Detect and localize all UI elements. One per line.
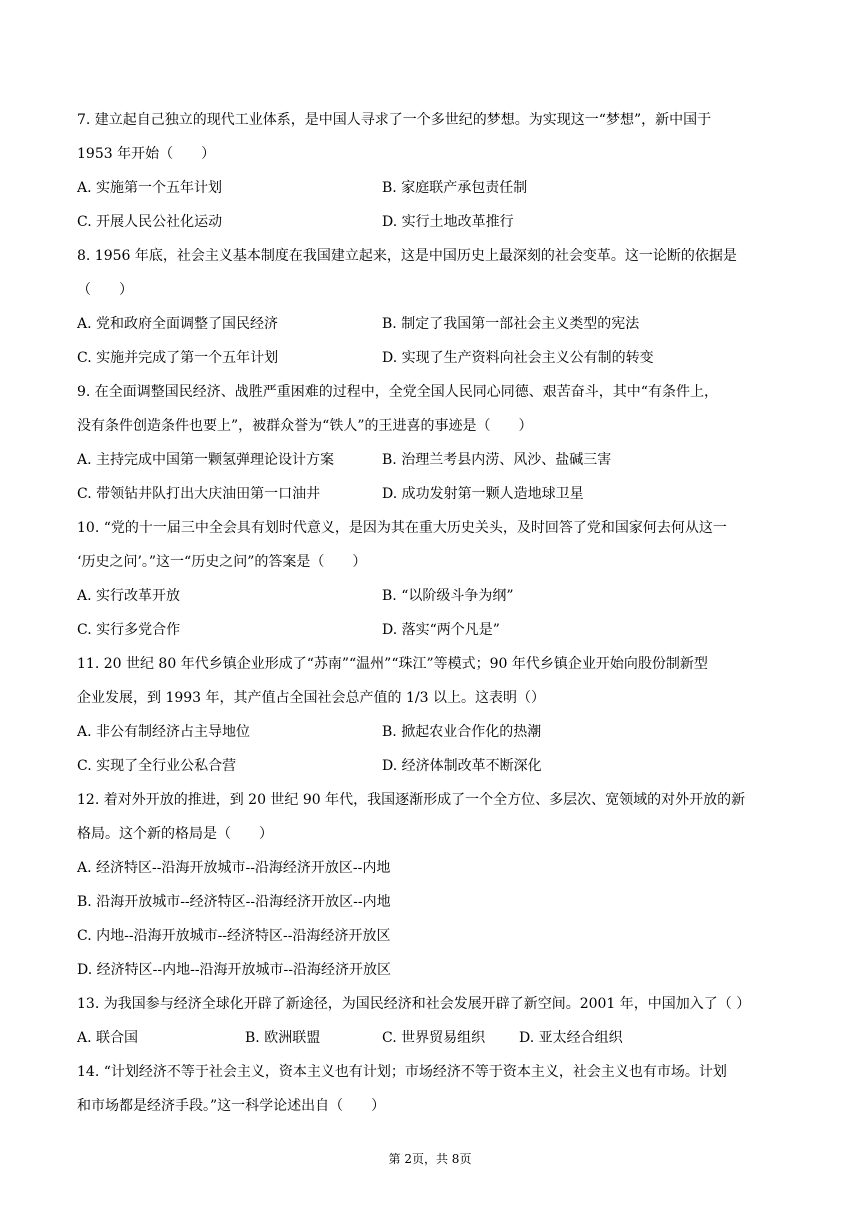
question-13-stem-line-1: 13. 为我国参与经济全球化开辟了新途径，为国民经济和社会发展开辟了新空间。2001 年，中国加入了（ ） [77, 996, 751, 1012]
question-12-stem-line-1: 12. 着对外开放的推进，到 20 世纪 90 年代，我国逐渐形成了一个全方位、多层次、宽领域的对外开放的新 [77, 792, 746, 808]
question-8-option-a: A. 党和政府全面调整了国民经济 [77, 316, 279, 332]
question-7-option-a: A. 实施第一个五年计划 [77, 180, 223, 196]
page-number-footer: 第 2页，共 8页 [388, 1152, 472, 1166]
question-8-option-b: B. 制定了我国第一部社会主义类型的宪法 [382, 316, 640, 332]
question-9-option-b: B. 治理兰考县内涝、风沙、盐碱三害 [382, 452, 612, 468]
question-11-stem-line-2: 企业发展，到 1993 年，其产值占全国社会总产值的 1/3 以上。这表明（） [77, 690, 545, 706]
question-8-stem-line-2: （ ） [77, 282, 133, 298]
question-11-option-a: A. 非公有制经济占主导地位 [77, 724, 251, 740]
question-7-stem-line-2: 1953 年开始（ ） [77, 146, 216, 162]
question-11-option-c: C. 实现了全行业公私合营 [77, 758, 237, 774]
question-10-option-a: A. 实行改革开放 [77, 588, 181, 604]
question-9-option-a: A. 主持完成中国第一颗氢弹理论设计方案 [77, 452, 335, 468]
question-12-option-d: D. 经济特区--内地--沿海开放城市--沿海经济开放区 [77, 962, 392, 978]
question-7-stem-line-1: 7. 建立起自己独立的现代工业体系，是中国人寻求了一个多世纪的梦想。为实现这一“梦想”，新中国于 [77, 112, 712, 128]
question-13-option-b: B. 欧洲联盟 [245, 1030, 321, 1046]
question-11-option-b: B. 掀起农业合作化的热潮 [382, 724, 542, 740]
question-12-option-a: A. 经济特区--沿海开放城市--沿海经济开放区--内地 [77, 860, 391, 876]
question-10-option-d: D. 落实“两个凡是” [382, 622, 500, 638]
question-9-option-c: C. 带领钻井队打出大庆油田第一口油井 [77, 486, 321, 502]
question-10-option-b: B. “以阶级斗争为纲” [382, 588, 514, 604]
question-7-option-c: C. 开展人民公社化运动 [77, 214, 223, 230]
question-9-stem-line-1: 9. 在全面调整国民经济、战胜严重困难的过程中，全党全国人民同心同德、艰苦奋斗，其中“有条件上， [77, 384, 718, 400]
question-8-option-d: D. 实现了生产资料向社会主义公有制的转变 [382, 350, 654, 366]
question-13-option-d: D. 亚太经合组织 [519, 1030, 623, 1046]
question-12-option-b: B. 沿海开放城市--经济特区--沿海经济开放区--内地 [77, 894, 391, 910]
question-7-option-b: B. 家庭联产承包责任制 [382, 180, 528, 196]
question-10-stem-line-1: 10. “党的十一届三中全会具有划时代意义，是因为其在重大历史关头，及时回答了党和国家何去何从这一 [77, 520, 727, 536]
question-14-stem-line-1: 14. “计划经济不等于社会主义，资本主义也有计划；市场经济不等于资本主义，社会主义也有市场。计划 [77, 1064, 727, 1080]
question-9-stem-line-2: 没有条件创造条件也要上”，被群众誉为“铁人”的王进喜的事迹是（ ） [77, 418, 533, 434]
question-10-stem-line-2: ‘历史之问’。”这一“历史之问”的答案是（ ） [77, 554, 367, 570]
question-12-option-c: C. 内地--沿海开放城市--经济特区--沿海经济开放区 [77, 928, 391, 944]
question-13-option-c: C. 世界贸易组织 [382, 1030, 486, 1046]
question-8-stem-line-1: 8. 1956 年底，社会主义基本制度在我国建立起来，这是中国历史上最深刻的社会变革。这一论断的依据是 [77, 248, 737, 264]
question-9-option-d: D. 成功发射第一颗人造地球卫星 [382, 486, 584, 502]
question-8-option-c: C. 实施并完成了第一个五年计划 [77, 350, 279, 366]
question-12-stem-line-2: 格局。这个新的格局是（ ） [77, 826, 273, 842]
question-11-option-d: D. 经济体制改革不断深化 [382, 758, 542, 774]
question-11-stem-line-1: 11. 20 世纪 80 年代乡镇企业形成了“苏南”“温州”“珠江”等模式；90 年代乡镇企业开始向股份制新型 [77, 656, 708, 672]
question-7-option-d: D. 实行土地改革推行 [382, 214, 514, 230]
question-10-option-c: C. 实行多党合作 [77, 622, 181, 638]
question-13-option-a: A. 联合国 [77, 1030, 139, 1046]
question-14-stem-line-2: 和市场都是经济手段。”这一科学论述出自（ ） [77, 1098, 386, 1114]
